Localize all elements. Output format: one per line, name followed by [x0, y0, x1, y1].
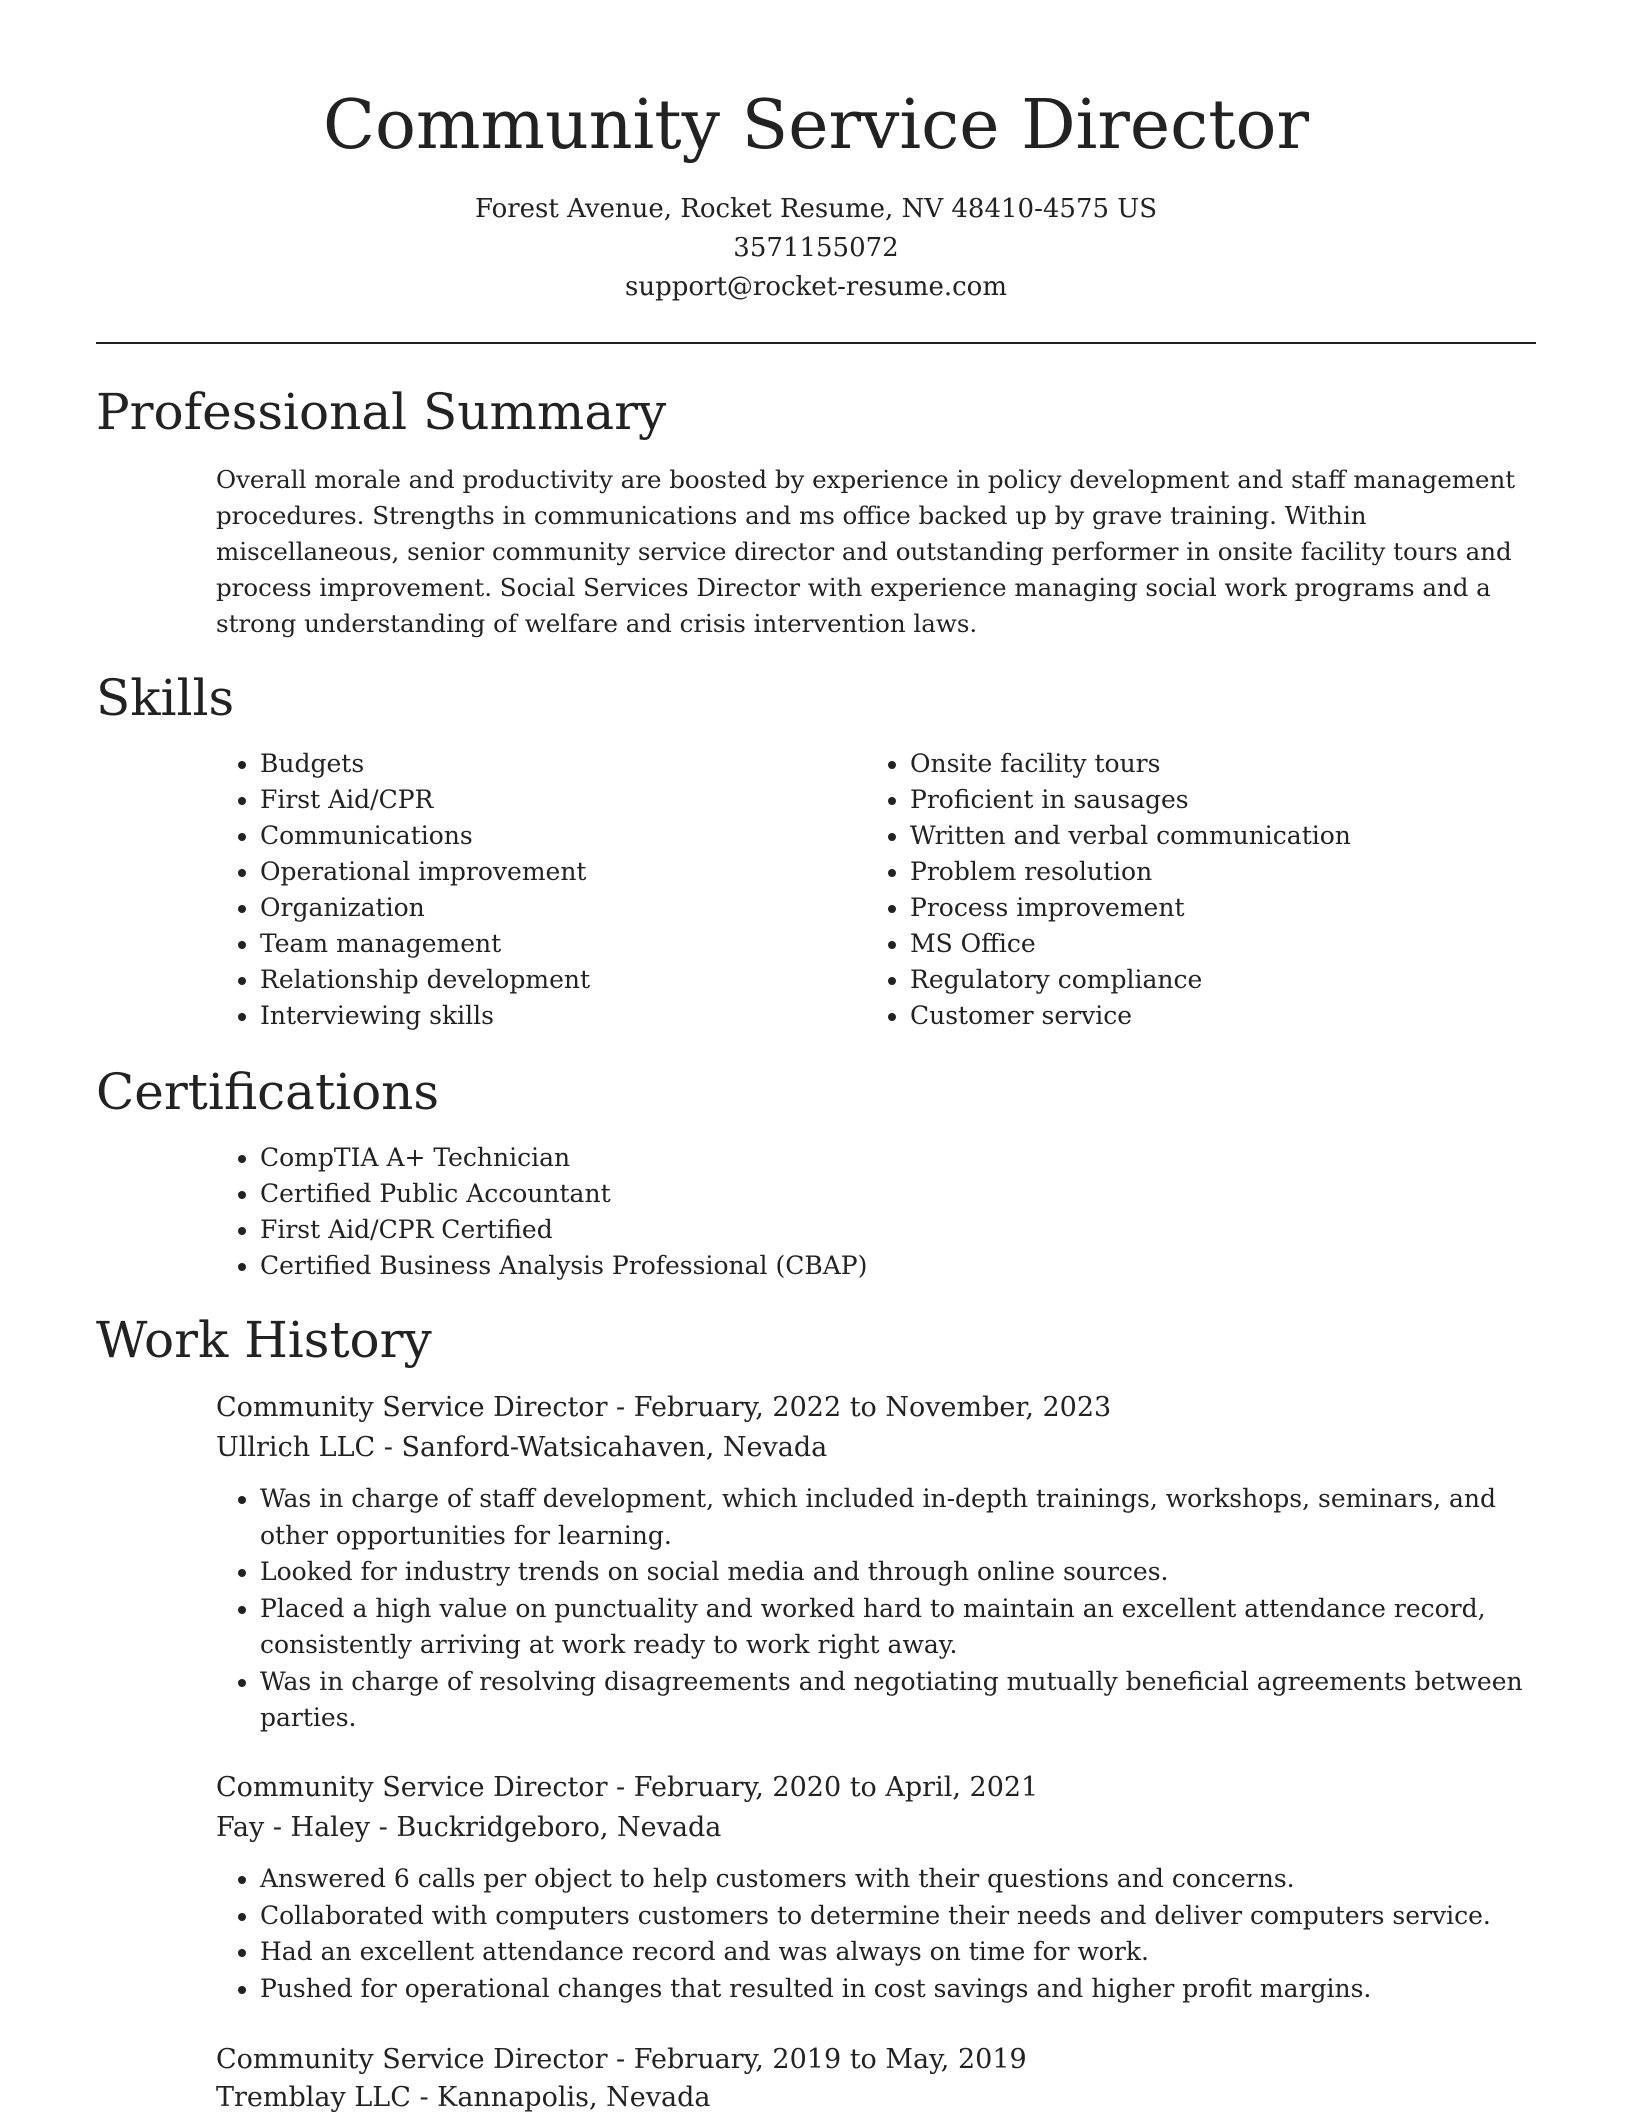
skill-item: • Problem resolution [910, 854, 1550, 890]
job-bullet: • Was in charge of staff development, which included in-depth trainings, workshops, seminars, and other opportunities for learning. [260, 1481, 1560, 1554]
job-bullet: • Collaborated with computers customers to determine their needs and deliver computers service. [260, 1898, 1560, 1935]
skill-item: • Organization [260, 890, 860, 926]
skill-item: • MS Office [910, 926, 1550, 962]
skill-item: • Relationship development [260, 962, 860, 998]
job-title-line: Community Service Director - February, 2020 to April, 2021 [216, 1772, 1039, 1803]
contact-address: Forest Avenue, Rocket Resume, NV 48410-4575 US [474, 194, 1158, 224]
contact-email: support@rocket-resume.com [624, 272, 1007, 302]
header-divider [96, 342, 1536, 344]
skill-item: • Operational improvement [260, 854, 860, 890]
skill-item: • Communications [260, 818, 860, 854]
skills-list-left [216, 746, 860, 1034]
job-bullet-list [216, 1861, 1560, 2007]
certifications-list [216, 1140, 1460, 1284]
skill-item: • Onsite facility tours [910, 746, 1550, 782]
skill-item: • First Aid/CPR [260, 782, 860, 818]
skill-item: • Customer service [910, 998, 1550, 1034]
skills-heading: Skills [96, 669, 235, 727]
job-bullet: • Pushed for operational changes that resulted in cost savings and higher profit margins. [260, 1971, 1560, 2008]
contact-block [0, 190, 1632, 307]
certifications-heading: Certifications [96, 1063, 440, 1121]
job-company-line: Ullrich LLC - Sanford-Watsicahaven, Nevada [216, 1432, 828, 1463]
certification-item: • CompTIA A+ Technician [260, 1140, 1460, 1176]
work-history-heading: Work History [96, 1311, 432, 1369]
job-bullet: • Looked for industry trends on social media and through online sources. [260, 1554, 1560, 1591]
candidate-name: Community Service Director [323, 86, 1309, 165]
job-bullet: • Had an excellent attendance record and was always on time for work. [260, 1934, 1560, 1971]
contact-phone: 3571155072 [733, 233, 899, 263]
skill-item: • Written and verbal communication [910, 818, 1550, 854]
skill-item: • Budgets [260, 746, 860, 782]
job-bullet: • Answered 6 calls per object to help customers with their questions and concerns. [260, 1861, 1560, 1898]
skill-item: • Proficient in sausages [910, 782, 1550, 818]
job-bullet: • Placed a high value on punctuality and worked hard to maintain an excellent attendance record, consistently arriving at work ready to work right away. [260, 1591, 1560, 1664]
summary-text: Overall morale and productivity are boosted by experience in policy development and staff management procedures. Strengths in communications and ms office backed up by grave training. Within miscellaneous, senior community service director and outstanding performer in onsite facility tours and process improvement. Social Services Director with experience managing social work programs and a strong understanding of welfare and crisis intervention laws. [216, 465, 1516, 638]
job-title-line: Community Service Director - February, 2019 to May, 2019 [216, 2044, 1027, 2075]
certification-item: • Certified Public Accountant [260, 1176, 1460, 1212]
job-title-line: Community Service Director - February, 2022 to November, 2023 [216, 1392, 1112, 1423]
job-company-line: Tremblay LLC - Kannapolis, Nevada [216, 2082, 711, 2113]
skill-item: • Process improvement [910, 890, 1550, 926]
job-bullet: • Was in charge of resolving disagreements and negotiating mutually beneficial agreements between parties. [260, 1664, 1560, 1737]
skills-list-right [866, 746, 1550, 1034]
resume-header [0, 84, 1632, 307]
certification-item: • First Aid/CPR Certified [260, 1212, 1460, 1248]
summary-heading: Professional Summary [96, 383, 667, 441]
certification-item: • Certified Business Analysis Professional (CBAP) [260, 1248, 1460, 1284]
skill-item: • Team management [260, 926, 860, 962]
job-company-line: Fay - Haley - Buckridgeboro, Nevada [216, 1812, 722, 1843]
job-bullet-list [216, 1481, 1560, 1737]
skill-item: • Interviewing skills [260, 998, 860, 1034]
skill-item: • Regulatory compliance [910, 962, 1550, 998]
